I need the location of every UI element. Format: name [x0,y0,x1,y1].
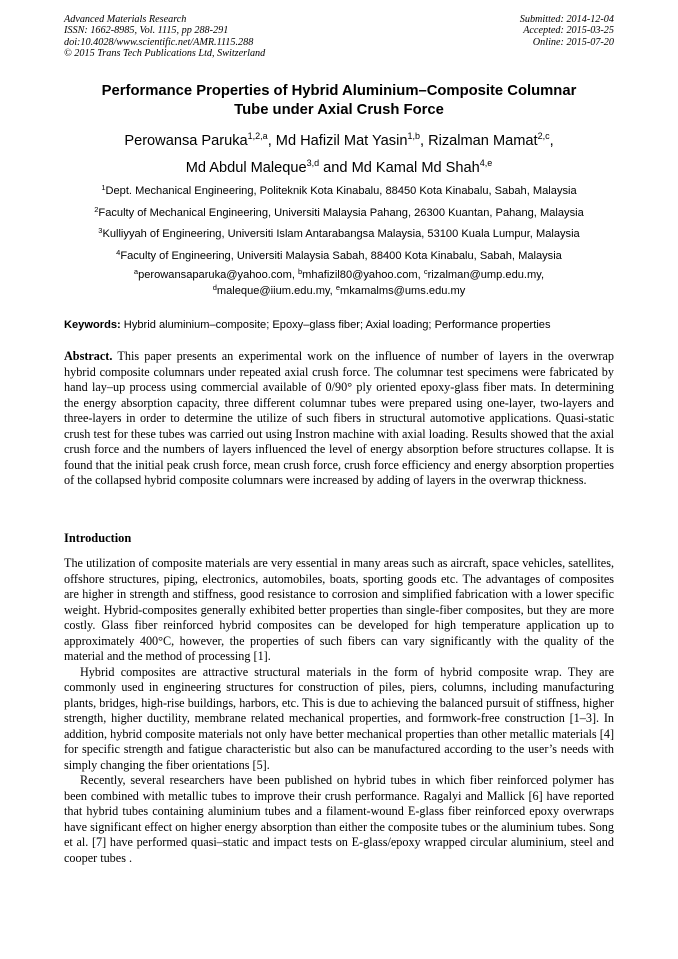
email-line: $^d$maleque@iium.edu.my, $^e$mkamalms@ums.edu.my [212,282,466,297]
introduction-body [64,556,614,866]
paragraph: The utilization of composite materials are very essential in many areas such as aircraft, space vehicles, satellites, offshore structures, piping, electronics, automobiles, boats, sporting goods etc. The advantages of composites are higher in strength and stiffness, good resistance to corrosion and simplified fabrication with a lower specific weight. Hybrid-composites generally exhibited better properties than single-fiber composites, but they are more costly. Glass fiber reinforced hybrid composites can be developed for high temperature application up to approximately 400°C, however, the properties of such fibers can vary significantly with the quality of the material and the method of processing [1]. [64,556,614,663]
keywords-text: Hybrid aluminium–composite; Epoxy–glass fiber; Axial loading; Performance properties [120,319,551,331]
keywords [64,318,624,332]
email-list [64,268,614,299]
accepted-date: Accepted: 2015-03-25 [523,25,614,37]
journal-issn: ISSN: 1662-8985, Vol. 1115, pp 288-291 [64,25,229,37]
paragraph: Hybrid composites are attractive structural materials in the form of hybrid composite wrap. They are commonly used in engineering structures for construction of piles, piers, columns, including manufacturing plants, bridges, high-rise buildings, harbors, etc. This is due to achieving the balanced pursuit of stiffness, higher strength, higher ductility, membrane related mechanical properties, and formwork-free construction [1–3]. In addition, hybrid composite materials not only have better mechanical properties than other metallic materials [4] for specific strength and fatigue characteristic but also can be manufactured according to the user’s needs with simply changing the fiber orientations [5]. [64,664,614,772]
author-affiliation: 3,d [306,158,320,168]
abstract [64,349,614,489]
author-name: Md Kamal Md Shah [351,160,480,176]
author-line: Md Abdul Maleque$^{3,d}$ and Md Kamal Md Shah$^{4,e}$ [185,158,493,176]
abstract-text: This paper presents an experimental work on the influence of number of layers in the overwrap hybrid composite columnars under repeated axial crush force. The columnar test specimens were fabricated by hand lay–up process using commercial available of 0/90° ply oriented epoxy-glass fiber mats. In determining the energy absorption capacity, three different columnar tubes were prepared using one-layer, two-layers and three-layers in order to determine the utilize of such fibers in structural automotive applications. Quasi-static crush test for these tubes was carried out using Instron machine with axial loading. Results showed that the axial crush force and the numbers of layers influenced the level of energy absorption before structures collapse. It is found that the initial peak crush force, mean crush force, crush force efficiency and energy absorption properties of the collapsed hybrid composite columnars were increased by adding of layers in the overwrap thickness. [64,349,614,487]
affiliation: $^4$Faculty of Engineering, Universiti Malaysia Sabah, 88400 Kota Kinabalu, Sabah, Malaysia [116,248,562,263]
email-address[interactable]: mkamalms@ums.edu.my [340,284,466,297]
journal-doi: doi:10.4028/www.scientific.net/AMR.1115.288 [64,36,254,48]
affiliation: $^1$Dept. Mechanical Engineering, Politeknik Kota Kinabalu, 88450 Kota Kinabalu, Sabah, Malaysia [101,183,577,197]
author-affiliation: 1,b [407,131,420,141]
email-address[interactable]: rizalman@ump.edu.my [427,269,541,281]
author-affiliation: 2,c [537,131,550,141]
submitted-date: Submitted: 2014-12-04 [519,14,614,25]
abstract-label: Abstract. [64,349,113,363]
author-name: Perowansa Paruka [124,133,248,149]
section-heading-introduction: Introduction [64,531,132,545]
email-address[interactable]: maleque@iium.edu.my [216,284,330,297]
affiliation: $^2$Faculty of Mechanical Engineering, Universiti Malaysia Pahang, 26300 Kuantan, Pahang, Malaysia [94,204,584,219]
journal-info [64,14,265,60]
journal-copyright: © 2015 Trans Tech Publications Ltd, Switzerland [64,48,266,60]
paper-title [64,82,614,120]
affiliation: $^3$Kulliyyah of Engineering, Universiti Islam Antarabangsa Malaysia, 53100 Kuala Lumpur, Malaysia [98,226,580,241]
author-list [64,128,614,182]
email-address[interactable]: perowansaparuka@yahoo.com [138,269,292,281]
affiliation-list [60,181,618,268]
title-line: Tube under Axial Crush Force [234,102,444,118]
author-name: Rizalman Mamat [428,133,538,149]
author-name: Md Hafizil Mat Yasin [275,133,408,149]
paragraph: Recently, several researchers have been published on hybrid tubes in which fiber reinforced polymer has been combined with metallic tubes to improve their crush performance. Ragalyi and Mallick [6] have reported that hybrid tubes containing aluminium tubes and a filament-wound E-glass fiber reinforced epoxy overwraps have significant effect on higher energy absorption than either the composite tubes or the aluminium tubes. Song et al. [7] have performed quasi–static and impact tests on E-glass/epoxy wrapped circular aluminium, steel and cooper tubes . [64,773,614,865]
email-line: $^a$perowansaparuka@yahoo.com, $^b$mhafizil80@yahoo.com, $^c$rizalman@ump.edu.my, [133,267,545,281]
journal-name: Advanced Materials Research [64,14,187,25]
keywords-label: Keywords: [64,319,121,331]
online-date: Online: 2015-07-20 [532,36,614,48]
author-affiliation: 4,e [479,158,493,168]
email-address[interactable]: mhafizil80@yahoo.com [302,269,418,281]
title-line: Performance Properties of Hybrid Aluminium–Composite Columnar [101,83,577,99]
submission-dates [520,14,614,48]
author-line: Perowansa Paruka$^{1,2,a}$, Md Hafizil Mat Yasin$^{1,b}$, Rizalman Mamat$^{2,c}$, [124,131,554,149]
author-affiliation: 1,2,a [247,131,268,141]
author-name: Md Abdul Maleque [185,160,307,176]
